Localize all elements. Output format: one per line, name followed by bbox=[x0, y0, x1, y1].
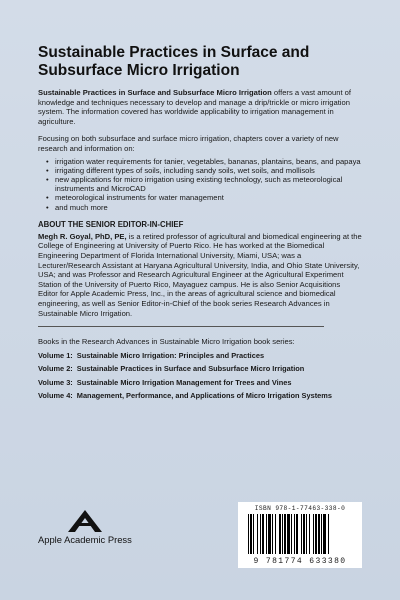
volume-list bbox=[38, 351, 362, 401]
focus-paragraph: Focusing on both subsurface and surface micro irrigation, chapters cover a variety of new research and information on: bbox=[38, 134, 339, 153]
series-intro: Books in the Research Advances in Sustainable Micro Irrigation book series: bbox=[38, 337, 295, 347]
intro-text: offers a vast amount of knowledge and techniques necessary to develop and manage a drip/trickle or micro irrigation system. The information covered has worldwide applicability to irrigation management in agriculture. bbox=[38, 88, 352, 126]
apple-academic-press-logo-icon bbox=[68, 510, 102, 532]
volume-item bbox=[38, 378, 362, 387]
volume-item bbox=[38, 351, 362, 360]
volume-label: Volume 4: bbox=[38, 390, 73, 400]
bio-text: is a retired professor of agricultural and biomedical engineering at the College of Engineering at University of Puerto Rico. He has worked at the Biomedical Engineering Department of Florida International University, Miami, USA; was a Lecturer/Research Assistant at Haryana Agricultural University, India, and Ohio State University, USA; and was Professor and Research Agricultural Engineer at the Agricultural Experiment Station of the University of Puerto Rico, Mayaguez campus. He is also Senior Acquisitions Editor for Apple Academic Press, Inc., in the areas of agricultural science and biomedical engineering, as well as Senior Editor-in-Chief of the book series Research Advances in Sustainable Micro Irrigation. bbox=[38, 231, 362, 318]
volume-title: Sustainable Practices in Surface and Subsurface Micro Irrigation bbox=[76, 364, 305, 374]
volume-label: Volume 2: bbox=[38, 364, 73, 374]
intro-bold-title: Sustainable Practices in Surface and Subsurface Micro Irrigation bbox=[38, 88, 272, 97]
divider bbox=[38, 326, 324, 327]
list-item: • and much more bbox=[48, 203, 362, 212]
intro-paragraph bbox=[38, 88, 362, 126]
volume-title: Management, Performance, and Applications of Micro Irrigation Systems bbox=[76, 390, 332, 400]
isbn-text: ISBN 978-1-77463-338-0 bbox=[254, 505, 346, 512]
book-title: Sustainable Practices in Surface and Subsurface Micro Irrigation bbox=[38, 44, 310, 79]
barcode-block bbox=[238, 502, 362, 568]
publisher-block bbox=[38, 510, 168, 545]
volume-label: Volume 1: bbox=[38, 350, 73, 360]
barcode-icon bbox=[246, 514, 354, 554]
volume-title: Sustainable Micro Irrigation: Principles and Practices bbox=[76, 350, 265, 360]
list-item: • irrigation water requirements for tanier, vegetables, bananas, plantains, beans, and papaya bbox=[48, 157, 362, 166]
about-heading: ABOUT THE SENIOR EDITOR-IN-CHIEF bbox=[38, 219, 184, 229]
list-item: • irrigating different types of soils, including sandy soils, wet soils, and mollisols bbox=[48, 166, 362, 175]
volume-item bbox=[38, 391, 362, 400]
volume-title: Sustainable Micro Irrigation Management for Trees and Vines bbox=[76, 377, 292, 387]
barcode-digits: 9 781774 633380 bbox=[253, 557, 347, 566]
publisher-name: Apple Academic Press bbox=[38, 534, 132, 545]
volume-label: Volume 3: bbox=[38, 377, 73, 387]
list-item: • meteorological instruments for water management bbox=[48, 193, 362, 202]
bio-paragraph bbox=[38, 232, 362, 318]
topics-list bbox=[38, 157, 362, 212]
editor-name: Megh R. Goyal, PhD, PE, bbox=[38, 231, 127, 241]
list-item: • new applications for micro irrigation using existing technology, such as meteorological instruments and MicroCAD bbox=[48, 175, 362, 193]
volume-item bbox=[38, 364, 362, 373]
